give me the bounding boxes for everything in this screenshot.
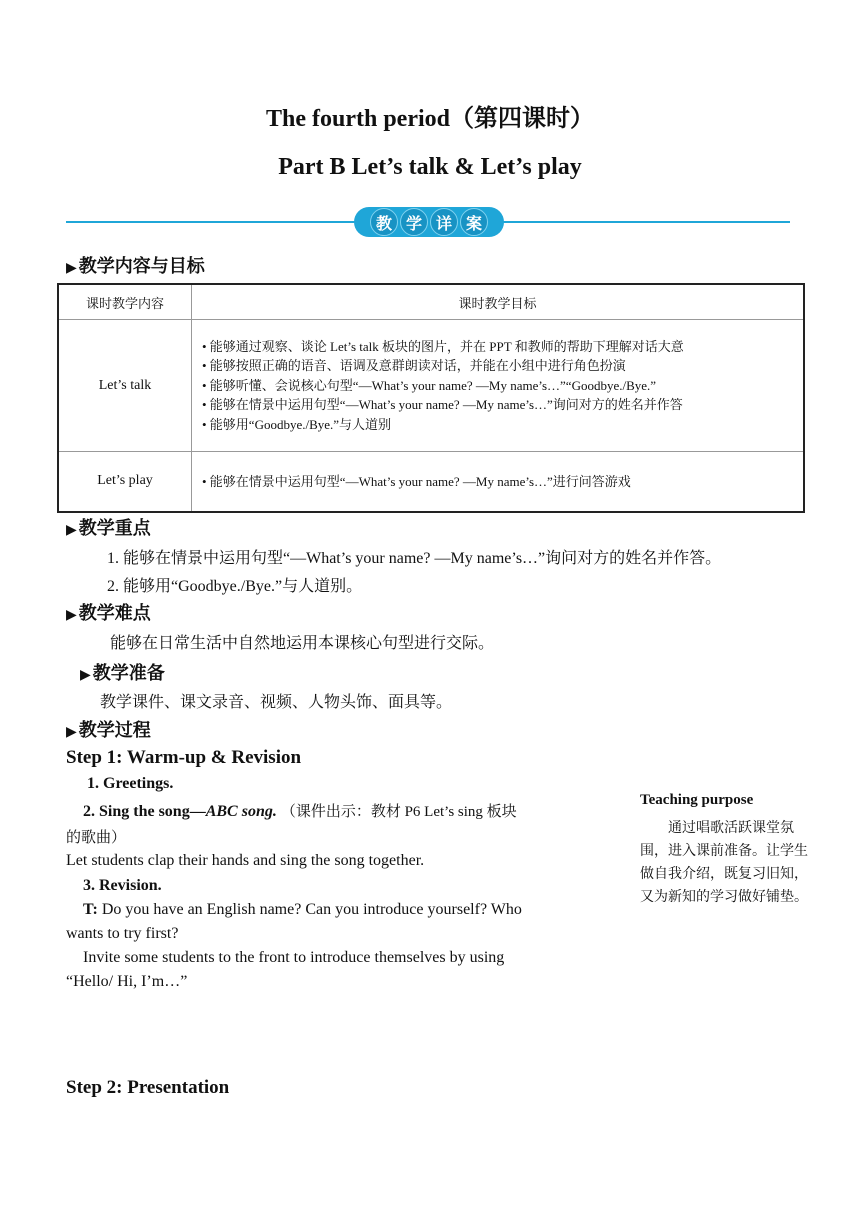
teaching-plan-banner bbox=[354, 207, 504, 237]
step1-sing-line bbox=[83, 800, 517, 821]
invite-text-continued: “Hello/ Hi, I’m…” bbox=[66, 973, 188, 990]
table-cell-content: Let’s play bbox=[58, 452, 192, 512]
section-heading-preparation: ▶ 教学准备 bbox=[80, 663, 165, 684]
triangle-bullet-icon: ▶ bbox=[66, 260, 77, 276]
teaching-purpose-line: 做自我介绍，既复习旧知， bbox=[640, 867, 808, 882]
section-heading-content-goals: ▶ 教学内容与目标 bbox=[66, 256, 205, 277]
table-cell-goals bbox=[192, 320, 805, 452]
goal-item: • 能够用“Goodbye./Bye.”与人道别 bbox=[202, 416, 392, 432]
preparation-text: 教学课件、课文录音、视频、人物头饰、面具等。 bbox=[100, 694, 453, 711]
teaching-purpose-line: 围，进入课前准备。让学生 bbox=[640, 844, 808, 859]
goal-item: • 能够在情景中运用句型“—What’s your name? —My name’s…”询问对方的姓名并作答 bbox=[202, 397, 683, 413]
teacher-question-continued: wants to try first? bbox=[66, 925, 179, 942]
banner-char: 案 bbox=[460, 208, 488, 236]
teaching-purpose-line: 通过唱歌活跃课堂氛 bbox=[668, 821, 794, 836]
banner-char: 详 bbox=[430, 208, 458, 236]
section-heading-difficulties: ▶ 教学难点 bbox=[66, 603, 151, 624]
sing-label: 2. Sing the song— bbox=[83, 803, 206, 820]
banner-line-left bbox=[66, 221, 356, 223]
page-title: The fourth period（第四课时） bbox=[265, 106, 594, 132]
banner-line-right bbox=[502, 221, 790, 223]
goal-item: • 能够通过观察、谈论 Let’s talk 板块的图片，并在 PPT 和教师的帮助下理解对话大意 bbox=[202, 338, 684, 354]
key-point-item: 1. 能够在情景中运用句型“—What’s your name? —My name’s…”询问对方的姓名并作答。 bbox=[107, 550, 722, 567]
step1-revision: 3. Revision. bbox=[83, 877, 162, 894]
teacher-label: T: bbox=[83, 901, 98, 918]
table-header-content: 课时教学内容 bbox=[58, 284, 192, 320]
table-cell-content: Let’s talk bbox=[58, 320, 192, 452]
key-point-item: 2. 能够用“Goodbye./Bye.”与人道别。 bbox=[107, 578, 363, 595]
sing-note: （课件出示：教材 P6 Let’s sing 板块 bbox=[280, 804, 517, 820]
teacher-question: T: Do you have an English name? Can you introduce yourself? Who bbox=[83, 901, 522, 918]
goal-item: • 能够在情景中运用句型“—What’s your name? —My name’s…”进行问答游戏 bbox=[202, 473, 631, 489]
banner-char: 学 bbox=[400, 208, 428, 236]
table-row bbox=[58, 452, 804, 512]
goal-item: • 能够按照正确的语音、语调及意群朗读对话，并能在小组中进行角色扮演 bbox=[202, 358, 626, 374]
step1-heading: Step 1: Warm-up & Revision bbox=[66, 747, 302, 768]
page-subtitle: Part B Let’s talk & Let’s play bbox=[278, 154, 582, 180]
goal-item: • 能够听懂、会说核心句型“—What’s your name? —My name’s…”“Goodbye./Bye.” bbox=[202, 377, 657, 393]
triangle-bullet-icon: ▶ bbox=[66, 522, 77, 538]
teaching-purpose-heading: Teaching purpose bbox=[640, 792, 754, 808]
step2-heading: Step 2: Presentation bbox=[66, 1077, 230, 1098]
section-heading-key-points: ▶ 教学重点 bbox=[66, 518, 151, 539]
triangle-bullet-icon: ▶ bbox=[80, 667, 91, 683]
sing-detail: Let students clap their hands and sing the song together. bbox=[66, 852, 425, 869]
sing-song-title: ABC song. bbox=[205, 803, 277, 820]
triangle-bullet-icon: ▶ bbox=[66, 607, 77, 623]
goals-table bbox=[57, 283, 805, 513]
sing-note-continued: 的歌曲） bbox=[66, 830, 127, 846]
banner-char: 教 bbox=[370, 208, 398, 236]
table-row bbox=[58, 320, 804, 452]
invite-text: Invite some students to the front to introduce themselves by using bbox=[83, 949, 505, 966]
table-header-goals: 课时教学目标 bbox=[192, 284, 805, 320]
table-header-row bbox=[58, 284, 804, 320]
section-heading-process: ▶ 教学过程 bbox=[66, 720, 151, 741]
table-cell-goals bbox=[192, 452, 805, 512]
teaching-purpose-line: 又为新知的学习做好铺垫。 bbox=[640, 890, 808, 905]
triangle-bullet-icon: ▶ bbox=[66, 724, 77, 740]
step1-greetings: 1. Greetings. bbox=[87, 775, 174, 792]
difficulty-text: 能够在日常生活中自然地运用本课核心句型进行交际。 bbox=[110, 635, 495, 652]
